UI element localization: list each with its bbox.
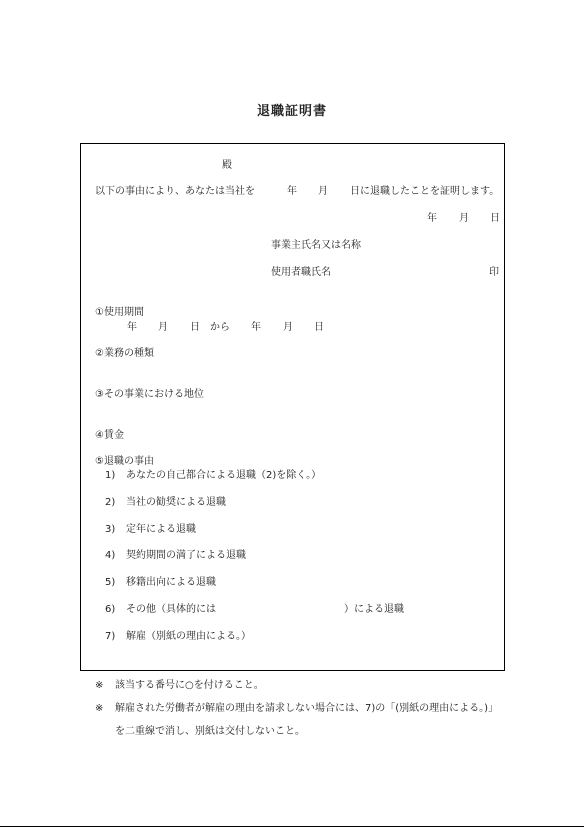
reason-number: 3) [105,524,116,535]
section-employment-period: ①使用期間 [95,307,144,318]
period-from-year: 年 [127,322,137,333]
statement-month: 月 [318,186,328,197]
reason-number: 1) [105,470,116,481]
section-position: ③その事業における地位 [95,389,204,400]
certificate-form-box [80,143,505,671]
reason-text: その他（具体的には [126,604,216,615]
reason-number: 5) [105,577,116,588]
reason-text: 解雇（別紙の理由による。） [126,631,251,642]
period-from-month: 月 [158,322,168,333]
section-reason: ⑤退職の事由 [95,456,154,467]
employer-name-label: 使用者職氏名 [271,267,331,278]
note-mark: ※ [95,680,104,691]
section-job-type: ②業務の種類 [95,348,154,359]
period-to-day: 日 [314,322,324,333]
period-from-word: から [210,322,230,333]
reason-text-end: ）による退職 [344,604,404,615]
employer-label: 事業主氏名又は名称 [271,240,361,251]
note-text: 該当する番号に○を付けること。 [115,680,264,691]
reason-text: 定年による退職 [126,524,196,535]
seal-mark: 印 [489,267,499,278]
reason-text: あなたの自己都合による退職（2)を除く。） [126,470,322,481]
period-to-month: 月 [283,322,293,333]
statement-year: 年 [287,186,297,197]
date-year: 年 [427,213,437,224]
section-wage: ④賃金 [95,430,124,441]
reason-text: 移籍出向による退職 [126,577,216,588]
note-text-continued: を二重線で消し、別紙は交付しないこと。 [115,726,305,737]
period-to-year: 年 [251,322,261,333]
reason-text: 当社の勧奨による退職 [126,497,226,508]
reason-number: 6) [105,604,116,615]
period-from-day: 日 [190,322,200,333]
reason-number: 7) [105,631,116,642]
note-text: 解雇された労働者が解雇の理由を請求しない場合には、7)の「(別紙の理由による。)」 [115,703,499,714]
statement-suffix: 日に退職したことを証明します。 [350,186,500,197]
date-day: 日 [490,213,500,224]
reason-number: 2) [105,497,116,508]
statement-prefix: 以下の事由により、あなたは当社を [95,186,255,197]
reason-number: 4) [105,550,116,561]
note-mark: ※ [95,703,104,714]
addressee-suffix: 殿 [222,160,232,171]
reason-text: 契約期間の満了による退職 [126,550,246,561]
page-bottom-rule [0,826,584,827]
document-title: 退職証明書 [256,104,327,119]
date-month: 月 [459,213,469,224]
